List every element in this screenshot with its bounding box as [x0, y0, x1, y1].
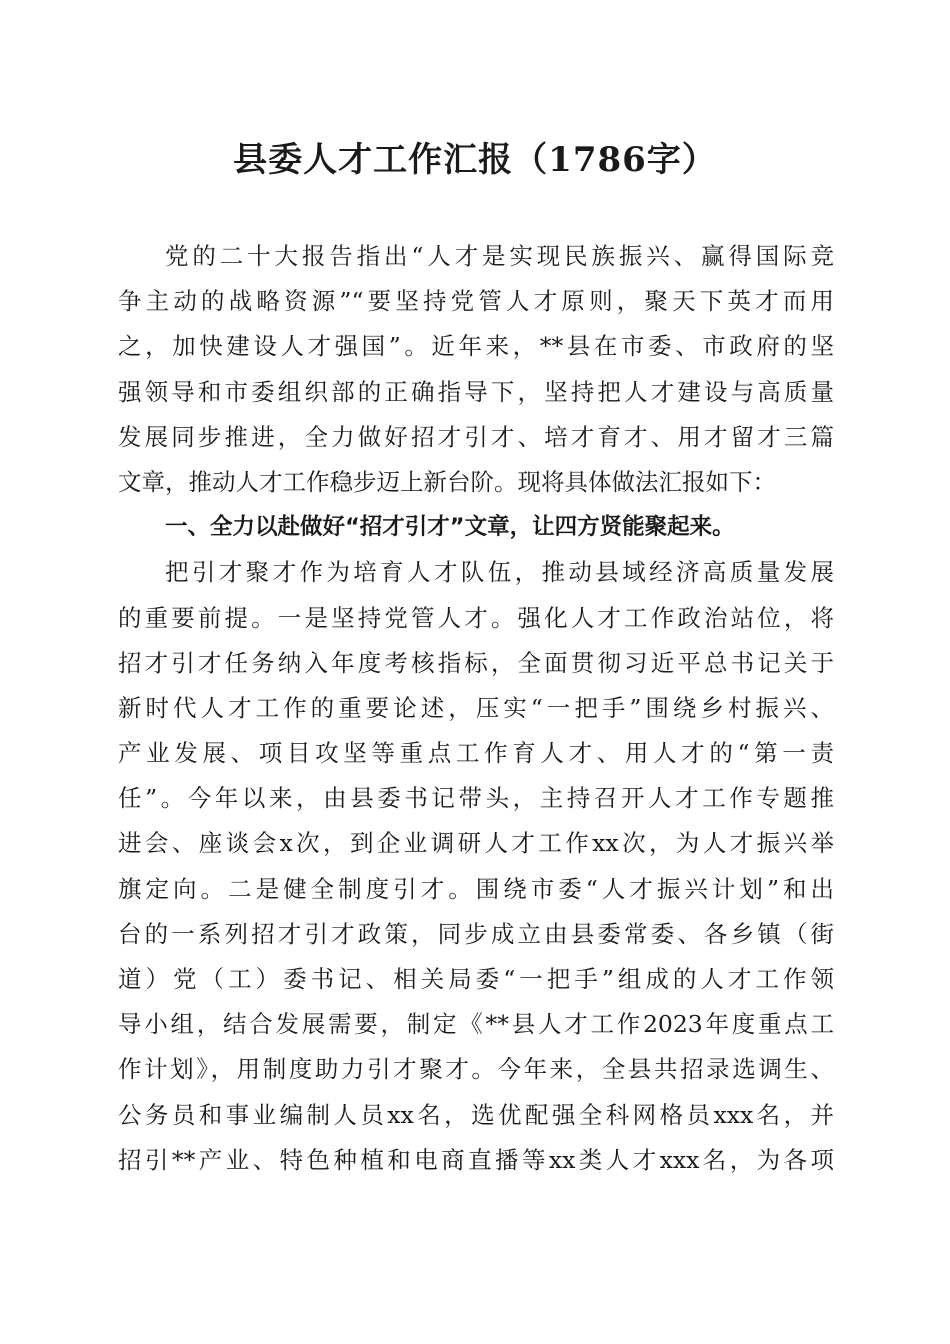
paragraph-line: 导小组，结合发展需要，制定《**县人才工作2023年度重点工 [118, 1010, 834, 1039]
paragraph-line: 之，加快建设人才强国”。近年来，**县在市委、市政府的坚 [118, 332, 834, 361]
paragraph-line: 招引**产业、特色种植和电商直播等xx类人才xxx名，为各项 [118, 1145, 834, 1174]
paragraph-line: 的重要前提。一是坚持党管人才。强化人才工作政治站位，将 [118, 603, 834, 632]
paragraph-line: 争主动的战略资源”“要坚持党管人才原则，聚天下英才而用 [118, 287, 834, 316]
paragraph-line: 把引才聚才作为培育人才队伍，推动县域经济高质量发展 [165, 558, 834, 587]
document-body [118, 234, 834, 1183]
paragraph-line: 作计划》，用制度助力引才聚才。今年来，全县共招录选调生、 [118, 1055, 834, 1084]
paragraph-line: 强领导和市委组织部的正确指导下，坚持把人才建设与高质量 [118, 377, 834, 406]
paragraph-line: 文章，推动人才工作稳步迈上新台阶。现将具体做法汇报如下： [118, 467, 776, 496]
paragraph-line: 新时代人才工作的重要论述，压实“一把手”围绕乡村振兴、 [118, 693, 834, 722]
paragraph-line: 任”。今年以来，由县委书记带头，主持召开人才工作专题推 [118, 784, 834, 813]
paragraph-line: 产业发展、项目攻坚等重点工作育人才、用人才的“第一责 [118, 739, 834, 768]
paragraph-line: 进会、座谈会x次，到企业调研人才工作xx次，为人才振兴举 [118, 829, 834, 858]
paragraph-line: 党的二十大报告指出“人才是实现民族振兴、赢得国际竞 [165, 242, 834, 270]
paragraph-line: 台的一系列招才引才政策，同步成立由县委常委、各乡镇（街 [118, 919, 834, 948]
section-heading: 一、全力以赴做好“招才引才”文章，让四方贤能聚起来。 [165, 514, 735, 541]
document-title: 县委人才工作汇报（1786字） [233, 140, 717, 180]
paragraph-line: 道）党（工）委书记、相关局委“一把手”组成的人才工作领 [118, 965, 834, 993]
paragraph-line: 发展同步推进，全力做好招才引才、培才育才、用才留才三篇 [118, 422, 834, 451]
paragraph-line: 旗定向。二是健全制度引才。围绕市委“人才振兴计划”和出 [118, 874, 834, 903]
paragraph-line: 招才引才任务纳入年度考核指标，全面贯彻习近平总书记关于 [118, 648, 834, 677]
paragraph-line: 公务员和事业编制人员xx名，选优配强全科网格员xxx名，并 [118, 1100, 834, 1129]
